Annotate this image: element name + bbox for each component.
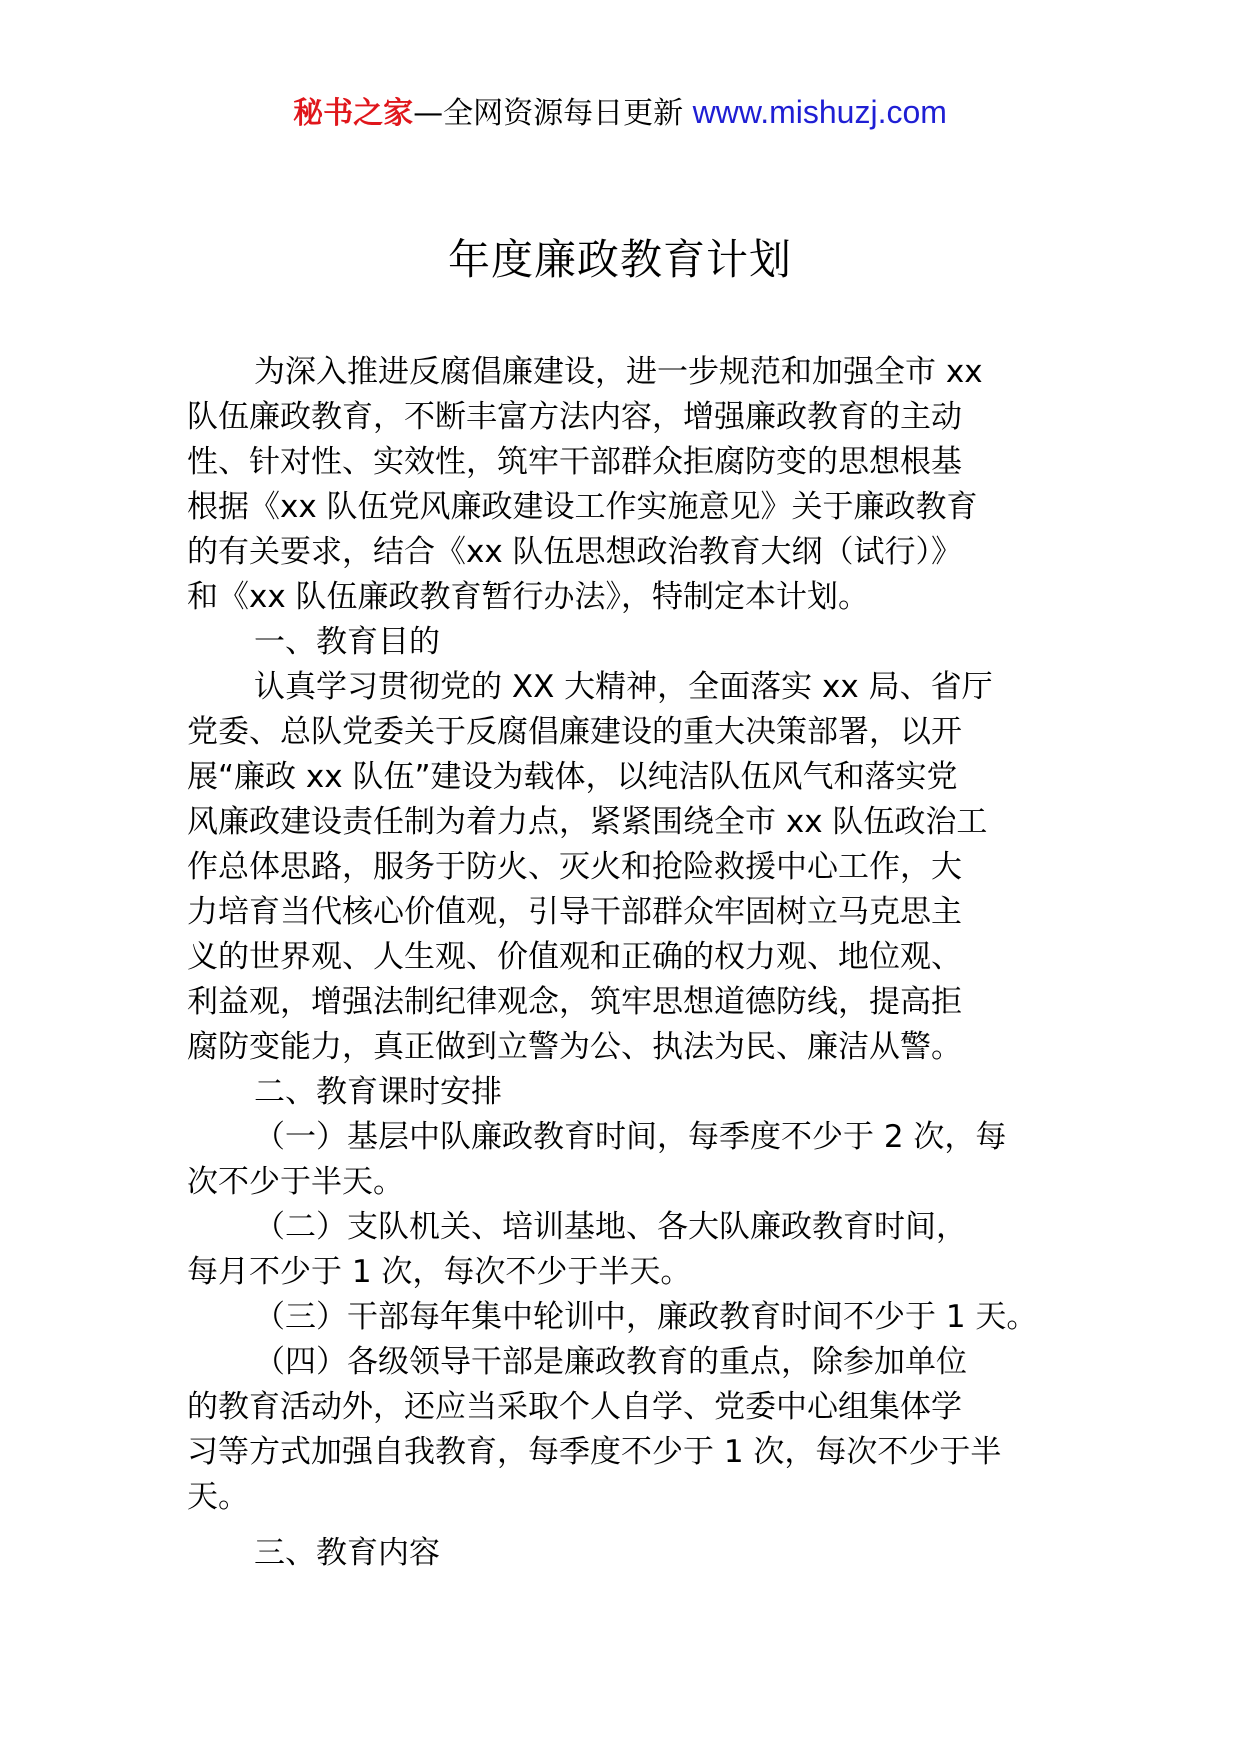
body-line: （一）基层中队廉政教育时间，每季度不少于 2 次，每 xyxy=(254,1119,1007,1155)
body-line: 作总体思路，服务于防火、灭火和抢险救援中心工作，大 xyxy=(187,849,962,885)
body-line: 性、针对性、实效性，筑牢干部群众拒腐防变的思想根基 xyxy=(187,444,962,480)
body-line: 腐防变能力，真正做到立警为公、执法为民、廉洁从警。 xyxy=(187,1029,962,1065)
body-line: 认真学习贯彻党的 XX 大精神，全面落实 xx 局、省厅 xyxy=(254,669,993,705)
body-line: 利益观，增强法制纪律观念，筑牢思想道德防线，提高拒 xyxy=(187,984,962,1020)
section-heading: 三、教育内容 xyxy=(254,1535,440,1571)
body-line: 天。 xyxy=(187,1479,249,1515)
body-line: 和《xx 队伍廉政教育暂行办法》，特制定本计划。 xyxy=(187,579,870,615)
body-line: 习等方式加强自我教育，每季度不少于 1 次，每次不少于半 xyxy=(187,1434,1002,1470)
body-line: （三）干部每年集中轮训中，廉政教育时间不少于 1 天。 xyxy=(254,1299,1038,1335)
body-line: （二）支队机关、培训基地、各大队廉政教育时间， xyxy=(254,1209,967,1245)
body-line: 力培育当代核心价值观，引导干部群众牢固树立马克思主 xyxy=(187,894,962,930)
banner-slogan: —全网资源每日更新 xyxy=(413,96,684,131)
body-line: 根据《xx 队伍党风廉政建设工作实施意见》关于廉政教育 xyxy=(187,489,978,525)
body-line: 的教育活动外，还应当采取个人自学、党委中心组集体学 xyxy=(187,1389,962,1425)
body-line: 次不少于半天。 xyxy=(187,1164,404,1200)
site-banner xyxy=(0,92,1240,134)
body-line: 每月不少于 1 次，每次不少于半天。 xyxy=(187,1254,692,1290)
section-heading: 一、教育目的 xyxy=(254,624,440,660)
document-title: 年度廉政教育计划 xyxy=(447,235,792,284)
body-line: 队伍廉政教育，不断丰富方法内容，增强廉政教育的主动 xyxy=(187,399,962,435)
site-url-link[interactable]: www.mishuzj.com xyxy=(692,94,947,130)
body-line: 风廉政建设责任制为着力点，紧紧围绕全市 xx 队伍政治工 xyxy=(187,804,988,840)
body-line: （四）各级领导干部是廉政教育的重点，除参加单位 xyxy=(254,1344,967,1380)
section-heading: 二、教育课时安排 xyxy=(254,1074,502,1110)
body-line: 的有关要求，结合《xx 队伍思想政治教育大纲（试行）》 xyxy=(187,534,963,570)
document-body xyxy=(187,350,1067,1576)
body-line: 为深入推进反腐倡廉建设，进一步规范和加强全市 xx xyxy=(254,354,983,390)
body-line: 义的世界观、人生观、价值观和正确的权力观、地位观、 xyxy=(187,939,962,975)
brand-name: 秘书之家 xyxy=(293,96,414,131)
body-line: 党委、总队党委关于反腐倡廉建设的重大决策部署，以开 xyxy=(187,714,962,750)
body-line: 展“廉政 xx 队伍”建设为载体，以纯洁队伍风气和落实党 xyxy=(187,759,958,795)
